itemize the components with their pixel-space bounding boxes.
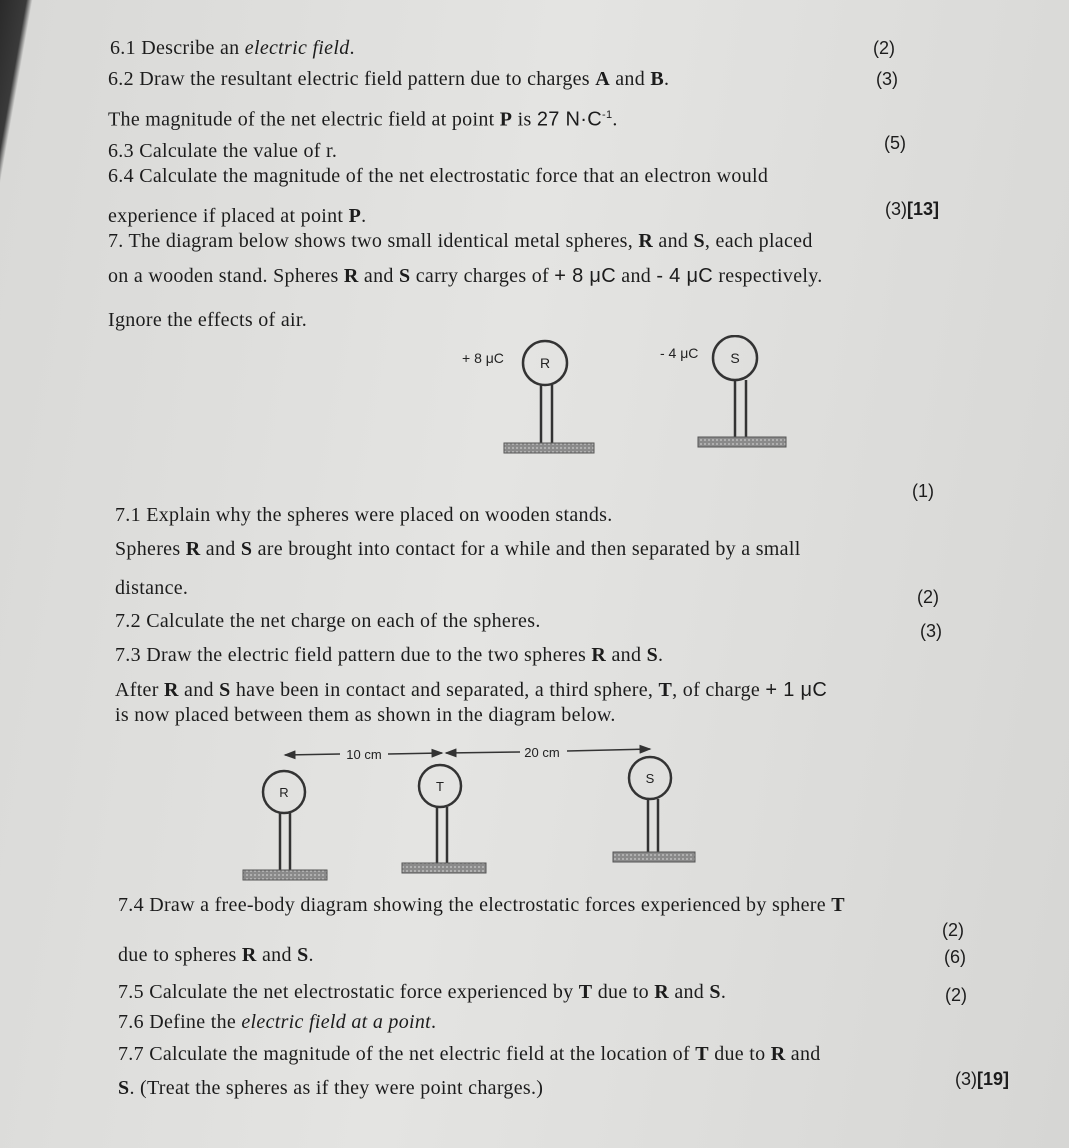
question-7-5 <box>118 980 726 1004</box>
text: on a wooden stand. Spheres <box>108 265 344 287</box>
sphere-s: S <box>709 981 721 1003</box>
diagram-spheres-r-s <box>440 335 800 465</box>
marks: (2) <box>942 920 964 940</box>
marks: (2) <box>945 985 967 1005</box>
sphere-label-t: T <box>436 779 444 794</box>
sphere-r: R <box>343 265 359 287</box>
question-6-4-line2 <box>108 204 366 228</box>
marks-value: (3) <box>885 199 907 219</box>
question-7-6 <box>118 1010 436 1034</box>
question-7-intro-line1 <box>108 229 813 253</box>
text: . (Treat the spheres as if they were point charges.) <box>129 1077 544 1099</box>
question-7-1: 7.1 Explain why the spheres were placed on wooden stands. <box>115 504 613 526</box>
after-line1 <box>115 678 827 702</box>
text: Spheres <box>115 538 186 560</box>
text: and <box>606 644 647 666</box>
text: have been in contact and separated, a third sphere, <box>230 679 659 701</box>
distance-rt <box>285 747 442 762</box>
sphere-t: T <box>658 679 673 701</box>
charge-t: + 1 μC <box>765 679 828 701</box>
text: Describe an <box>141 37 245 59</box>
question-7-2: 7.2 Calculate the net charge on each of the spheres. <box>115 610 541 632</box>
text: . <box>349 37 355 59</box>
sphere-r: R <box>591 644 607 666</box>
field-value: 27 N·C <box>536 108 603 131</box>
marks: (5) <box>884 133 906 153</box>
marks: (2) <box>873 38 895 58</box>
sphere-r: R <box>770 1043 786 1065</box>
sphere-s: S <box>240 538 253 560</box>
sphere-s: S <box>398 265 411 287</box>
distance-label-rt: 10 cm <box>346 747 382 762</box>
sphere-r-stand <box>243 771 327 880</box>
text: respectively. <box>713 265 823 287</box>
sphere-s-stand <box>660 336 786 447</box>
question-7-3 <box>115 643 663 667</box>
text: and <box>200 538 241 560</box>
text: due to <box>708 1043 771 1065</box>
marks <box>885 198 939 220</box>
sphere-s: S <box>646 644 658 666</box>
marks: (1) <box>912 481 934 501</box>
distance-label-ts: 20 cm <box>524 745 560 760</box>
question-6-2 <box>108 67 669 91</box>
point-p: P <box>348 205 362 227</box>
sphere-r: R <box>241 944 257 966</box>
text: and <box>256 944 298 966</box>
sphere-s: S <box>219 679 231 701</box>
text: 7.3 Draw the electric field pattern due to the two spheres <box>115 644 592 666</box>
question-7-4-line2 <box>118 943 314 967</box>
text: and <box>178 679 220 701</box>
text: are brought into contact for a while and then separated by a small <box>252 538 801 560</box>
text: , of charge <box>672 679 766 701</box>
sphere-r: R <box>164 679 179 701</box>
sphere-t: T <box>695 1043 709 1065</box>
text: 7. The diagram below shows two small identical metal spheres, <box>108 230 639 252</box>
text: 7.7 Calculate the magnitude of the net electric field at the location of <box>118 1043 696 1065</box>
text: 7.4 Draw a free-body diagram showing the electrostatic forces experienced by sphere <box>118 894 832 916</box>
sphere-s: S <box>693 230 705 252</box>
text: 6.2 Draw the resultant electric field pattern due to charges <box>108 68 596 90</box>
sphere-label-r: R <box>279 785 289 800</box>
text: 7.5 Calculate the net electrostatic force experienced by <box>118 981 579 1003</box>
charge-s: - 4 μC <box>656 265 714 287</box>
sphere-s: S <box>118 1077 130 1099</box>
point-p: P <box>499 108 513 131</box>
text: is <box>512 108 537 131</box>
marks: (6) <box>944 947 966 967</box>
diagram-spheres-r-t-s <box>230 738 710 890</box>
question-7-7-line2 <box>118 1076 543 1100</box>
text: . <box>431 1011 437 1033</box>
question-6-3: 6.3 Calculate the value of r. <box>108 140 338 162</box>
total-marks: [13] <box>907 199 940 219</box>
text: . <box>361 205 367 227</box>
sphere-label-s: S <box>730 350 740 366</box>
question-6-4-line1: 6.4 Calculate the magnitude of the net electrostatic force that an electron would <box>108 165 769 187</box>
charge-a: A <box>595 68 610 90</box>
text: . <box>720 981 727 1003</box>
sphere-s: S <box>297 944 309 966</box>
text: , each placed <box>704 230 813 252</box>
total-marks: [19] <box>977 1069 1010 1089</box>
text: . <box>612 108 618 131</box>
sphere-r: R <box>185 538 201 560</box>
emphasis: electric field at a point <box>241 1011 432 1033</box>
text: and <box>615 265 657 287</box>
sphere-t-stand <box>402 765 486 873</box>
charge-b: B <box>650 68 664 90</box>
charge-r: + 8 μC <box>554 265 616 287</box>
question-7-intro-line2 <box>108 264 823 288</box>
distance-ts <box>446 745 650 760</box>
text: . <box>658 644 664 666</box>
text: carry charges of <box>410 265 555 287</box>
contact-line1 <box>115 537 801 561</box>
text: After <box>115 679 164 701</box>
marks <box>955 1068 1009 1090</box>
question-7-7-line1 <box>118 1042 821 1066</box>
contact-line2: distance. <box>115 577 189 599</box>
text: The magnitude of the net electric field at point <box>108 108 500 131</box>
question-7-intro-line3: Ignore the effects of air. <box>108 309 308 331</box>
sphere-r: R <box>638 230 654 252</box>
after-line2: is now placed between them as shown in the diagram below. <box>115 704 616 726</box>
q-num: 6.1 <box>110 37 136 59</box>
text: . <box>308 944 314 966</box>
sphere-t: T <box>578 981 593 1003</box>
sphere-r-stand <box>462 341 594 453</box>
emphasis: electric field <box>244 37 350 59</box>
text: and <box>669 981 710 1003</box>
marks: (3) <box>876 69 898 89</box>
text: due to <box>592 981 655 1003</box>
marks: (3) <box>920 621 942 641</box>
sphere-label-s: S <box>645 771 655 786</box>
text: due to spheres <box>118 944 242 966</box>
text: and <box>785 1043 821 1065</box>
text: . <box>663 68 670 90</box>
marks: (2) <box>917 587 939 607</box>
text: and <box>653 230 694 252</box>
marks-value: (3) <box>955 1069 977 1089</box>
given-field <box>108 103 618 132</box>
charge-label-r: + 8 μC <box>462 350 504 366</box>
charge-label-s: - 4 μC <box>660 345 699 361</box>
text: experience if placed at point <box>108 205 349 227</box>
question-7-4-line1 <box>118 893 845 917</box>
text: and <box>358 265 399 287</box>
exponent: -1 <box>602 109 613 121</box>
sphere-label-r: R <box>539 355 551 371</box>
text: 7.6 Define the <box>118 1011 242 1033</box>
sphere-t: T <box>831 894 845 916</box>
question-6-1 <box>110 36 355 60</box>
sphere-r: R <box>654 981 670 1003</box>
text: and <box>609 68 651 90</box>
sphere-s-stand <box>613 757 695 862</box>
